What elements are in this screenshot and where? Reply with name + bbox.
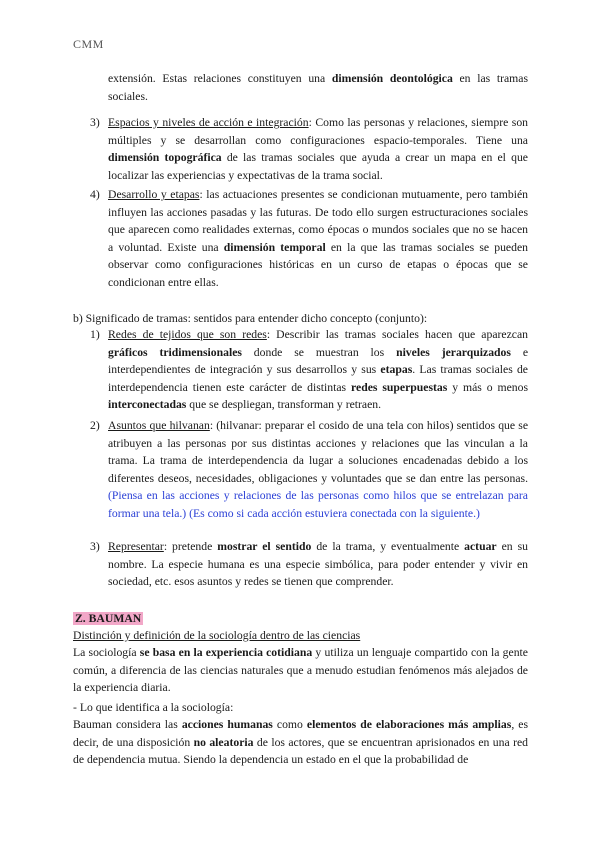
bauman-subheading: Distinción y definición de la sociología dentro de las ciencias (73, 629, 361, 642)
bold-term: gráficos tridimensionales (108, 345, 242, 359)
item-title: Desarrollo y etapas (108, 188, 200, 201)
list-number: 3) (90, 540, 100, 553)
list-item-b3: 3) Representar: pretende mostrar el sentido de la trama, y eventualmente actuar en su nombre. La especie humana es una especie simbólica, para poder entender y vivir en sociedad, etc. esos asuntos y redes se tienen que comprender. (90, 540, 528, 588)
item-title: Representar (108, 540, 164, 553)
list-item-3: 3) Espacios y niveles de acción e integración: Como las personas y relaciones, siempre son múltiples y se desarrollan como configuraciones espacio-temporales. Tiene una dimensión topográfica de las tramas sociales que ayuda a crear un mapa en el que localizar las experiencias y expectativas de la trama social. (90, 116, 529, 182)
list-number: 1) (90, 328, 100, 341)
list-number: 3) (90, 116, 100, 129)
bold-term: dimensión deontológica (331, 72, 453, 85)
blue-note: (Piensa en las acciones y relaciones de las personas como hilos que se entrelazan para formar una tela.) (Es como si cada acción estuviera conectada con la siguiente.) (108, 489, 528, 520)
list-item-4: 4) Desarrollo y etapas: las actuaciones presentes se condicionan mutuamente, pero también influyen las acciones pasadas y las futuras. De todo ello surgen estructuraciones sociales que aparecen como realidades externas, como épocas o mundos sociales que no se hacen a voluntad. Existe una dimensión temporal en la que las tramas sociales se pueden observar como configuraciones históricas en un curso de etapas o épocas que se condicionan entre ellas. (90, 188, 528, 289)
bold-term: mostrar el sentido (217, 540, 312, 553)
bauman-paragraph-1: La sociología se basa en la experiencia cotidiana y utiliza un lenguaje compartido con la gente común, a diferencia de las ciencias naturales que a menudo estudian fenómenos más alejados de la experiencia diaria. (73, 646, 528, 694)
bold-term: redes superpuestas (351, 380, 448, 394)
item-title: Asuntos que hilvanan (108, 419, 210, 432)
bold-term: actuar (464, 540, 497, 553)
section-b-heading: b) Significado de tramas: sentidos para entender dicho concepto (conjunto): (73, 312, 428, 325)
bauman-paragraph-2: Bauman considera las acciones humanas como elementos de elaboraciones más amplias, es decir, de una disposición no aleatoria de los actores, que se encuentran aprisionados en una red de dependencia mutua. Siendo la dependencia un estado en el que la probabilidad de (73, 718, 529, 766)
list-number: 2) (90, 419, 100, 432)
list-item-b1: 1) Redes de tejidos que son redes: Describir las tramas sociales hacen que aparezcan gráficos tridimensionales donde se muestran los niveles jerarquizados e interdependientes de integración y sus desarrollos y sus etapas. Las tramas sociales de interdependencia tienen este carácter de distintas redes superpuestas y más o menos interconectadas que se despliegan, transforman y retraen. (90, 328, 529, 411)
bold-term: etapas (380, 363, 413, 376)
page-header: CMM (73, 37, 104, 51)
bold-term: interconectadas (108, 398, 187, 411)
bauman-identifica: - Lo que identifica a la sociología: (73, 701, 234, 714)
item-title: Redes de tejidos que son redes (108, 328, 267, 341)
bauman-heading: Z. BAUMAN (75, 612, 142, 625)
bold-term: dimensión temporal (223, 240, 326, 254)
bold-term: no aleatoria (193, 735, 254, 749)
bold-term: niveles jerarquizados (396, 345, 511, 359)
bold-term: se basa en la experiencia cotidiana (139, 646, 313, 659)
item-title: Espacios y niveles de acción e integración (108, 116, 309, 129)
continuation-paragraph: extensión. Estas relaciones constituyen una dimensión deontológica en las tramas sociales. (108, 72, 529, 103)
list-item-b2: 2) Asuntos que hilvanan: (hilvanar: preparar el cosido de una tela con hilos) sentidos que se atribuyen a las personas por sus distintas acciones y relaciones que las vinculan a la trama. La trama de interdependencia da lugar a soluciones encadenadas debido a los diferentes deseos, necesidades, obligaciones y voluntades que se dan entre las personas. (Piensa en las acciones y relaciones de las personas como hilos que se entrelazan para formar una tela.) (Es como si cada acción estuviera conectada con la siguiente.) (90, 419, 529, 520)
bold-term: elementos de elaboraciones más amplias (306, 718, 512, 731)
bold-term: acciones humanas (181, 718, 273, 731)
bold-term: dimensión topográfica (108, 151, 222, 164)
list-number: 4) (90, 188, 100, 201)
